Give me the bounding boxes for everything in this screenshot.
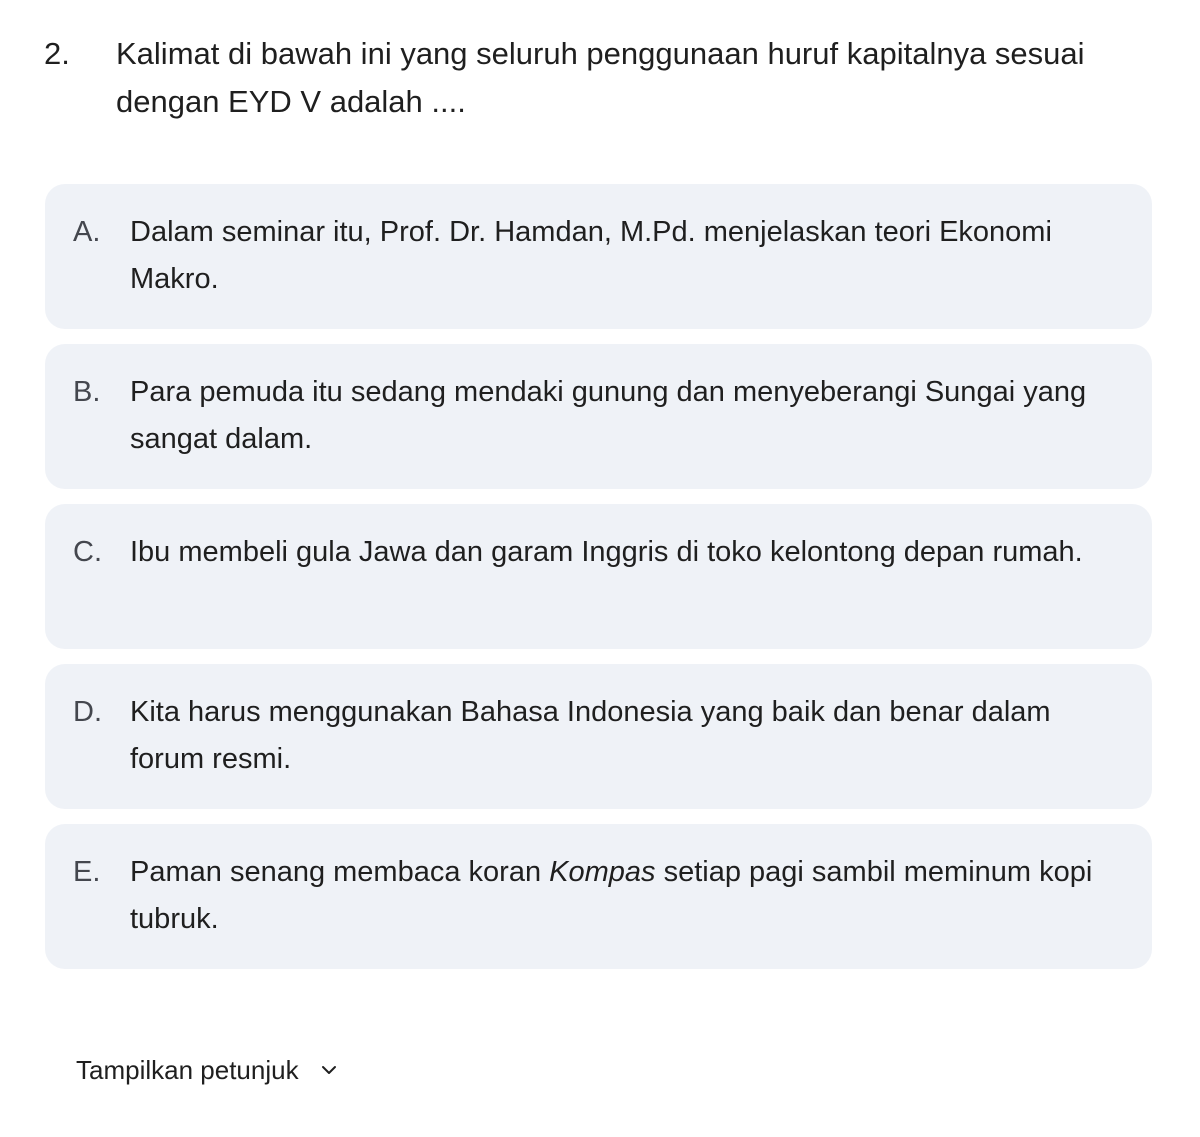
option-text (130, 849, 1112, 969)
show-hint-label: Tampilkan petunjuk (76, 1054, 299, 1085)
option-letter: C. (73, 536, 102, 568)
option-letter: B. (73, 376, 101, 408)
option-e[interactable] (45, 824, 1152, 969)
option-text: Dalam seminar itu, Prof. Dr. Hamdan, M.Pd. menjelaskan teori Ekonomi Makro. (130, 216, 1052, 295)
option-text: Para pemuda itu sedang mendaki gunung dan menyeberangi Sungai yang sangat dalam. (130, 376, 1087, 455)
option-letter: E. (73, 856, 101, 888)
show-hint-toggle[interactable] (76, 1046, 341, 1094)
answer-options (45, 184, 1152, 984)
option-letter: D. (73, 696, 102, 728)
option-b[interactable] (45, 344, 1152, 489)
option-text-before: Paman senang membaca koran (130, 856, 550, 888)
option-text-italic: Kompas (549, 856, 656, 888)
option-c[interactable] (45, 504, 1152, 649)
option-text-after: setiap pagi sambil meminum kopi tubruk. (130, 856, 1093, 935)
option-a[interactable] (45, 184, 1152, 329)
option-text: Ibu membeli gula Jawa dan garam Inggris di toko kelontong depan rumah. (130, 536, 1083, 568)
option-text: Kita harus menggunakan Bahasa Indonesia yang baik dan benar dalam forum resmi. (130, 696, 1051, 775)
question (44, 30, 1154, 126)
question-text: Kalimat di bawah ini yang seluruh penggunaan huruf kapitalnya sesuai dengan EYD V adalah .... (116, 36, 1085, 119)
question-number: 2. (44, 36, 70, 71)
option-d[interactable] (45, 664, 1152, 809)
option-letter: A. (73, 216, 101, 248)
chevron-down-icon (317, 1058, 341, 1082)
